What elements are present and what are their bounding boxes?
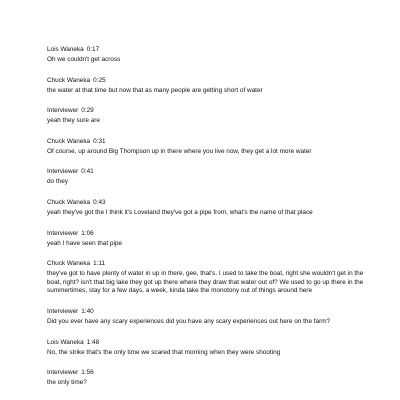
transcript-entry — [47, 229, 382, 249]
transcript-entry — [47, 45, 382, 65]
speaker-line — [47, 167, 382, 176]
speaker-line — [47, 106, 382, 115]
transcript-entry — [47, 307, 382, 327]
timestamp: 1:06 — [81, 229, 94, 237]
speaker-name: Lois Waneka — [47, 338, 84, 346]
transcript-entry — [47, 76, 382, 96]
timestamp: 0:43 — [93, 198, 106, 206]
transcript-entry — [47, 368, 382, 388]
transcript-entry — [47, 167, 382, 187]
timestamp: 0:41 — [81, 168, 94, 176]
timestamp: 1:11 — [93, 260, 106, 268]
speaker-name: Interviewer — [47, 229, 79, 237]
timestamp: 1:40 — [81, 307, 94, 315]
speaker-line — [47, 76, 382, 85]
utterance-text: Did you ever have any scary experiences did you have any scary experiences out here on the farm? — [47, 317, 331, 325]
utterance-text: yeah they've got the I think it's Loveland they've got a pipe from, what's the name of that place — [47, 208, 313, 216]
transcript-entry — [47, 106, 382, 126]
speaker-name: Interviewer — [47, 369, 79, 377]
speaker-line — [47, 368, 382, 377]
speaker-name: Chuck Waneka — [47, 137, 91, 145]
utterance-text: No, the strike that's the only time we scared that morning when they were shooting — [47, 348, 281, 356]
timestamp: 0:17 — [86, 46, 100, 53]
speaker-line — [47, 229, 382, 238]
speaker-line — [47, 137, 382, 146]
speaker-line — [47, 198, 382, 207]
transcript-entry — [47, 137, 382, 157]
timestamp: 0:25 — [93, 76, 106, 84]
utterance-text: Of course, up around Big Thompson up in there where you live now, they get a lot more water — [47, 147, 312, 155]
speaker-name: Lois Waneka — [47, 46, 84, 53]
utterance-text: do they — [47, 178, 68, 186]
timestamp: 0:31 — [93, 137, 106, 145]
speaker-line — [47, 45, 382, 54]
utterance-text: Oh we couldn't get across — [47, 56, 121, 63]
utterance-text: yeah I have seen that pipe — [47, 239, 122, 247]
utterance-text: the only time? — [47, 379, 87, 387]
utterance-text: the water at that time but now that as many people are getting short of water — [47, 86, 263, 94]
speaker-name: Interviewer — [47, 107, 79, 115]
utterance-text: yeah they sure are — [47, 117, 100, 125]
speaker-name: Chuck Waneka — [47, 76, 91, 84]
transcript-entry — [47, 338, 382, 358]
speaker-name: Interviewer — [47, 307, 79, 315]
timestamp: 1:48 — [86, 338, 100, 346]
timestamp: 1:56 — [81, 369, 94, 377]
timestamp: 0:29 — [81, 107, 94, 115]
speaker-name: Interviewer — [47, 168, 79, 176]
utterance-text: they've got to have plenty of water in up in there, gee, that's. I used to take the boat, right she wouldn't get in the boat, right? isn't that big lake they got up there where they draw that water out of? We used to go up there in the summertimes, stay for a few days, a week, kinda take the monotony out of things around here — [47, 270, 364, 295]
speaker-name: Chuck Waneka — [47, 198, 91, 206]
transcript-entry — [47, 198, 382, 218]
speaker-name: Chuck Waneka — [47, 260, 91, 268]
transcript-entry — [47, 259, 382, 296]
speaker-line — [47, 307, 382, 316]
speaker-line — [47, 338, 382, 347]
transcript — [47, 45, 382, 399]
speaker-line — [47, 259, 382, 268]
